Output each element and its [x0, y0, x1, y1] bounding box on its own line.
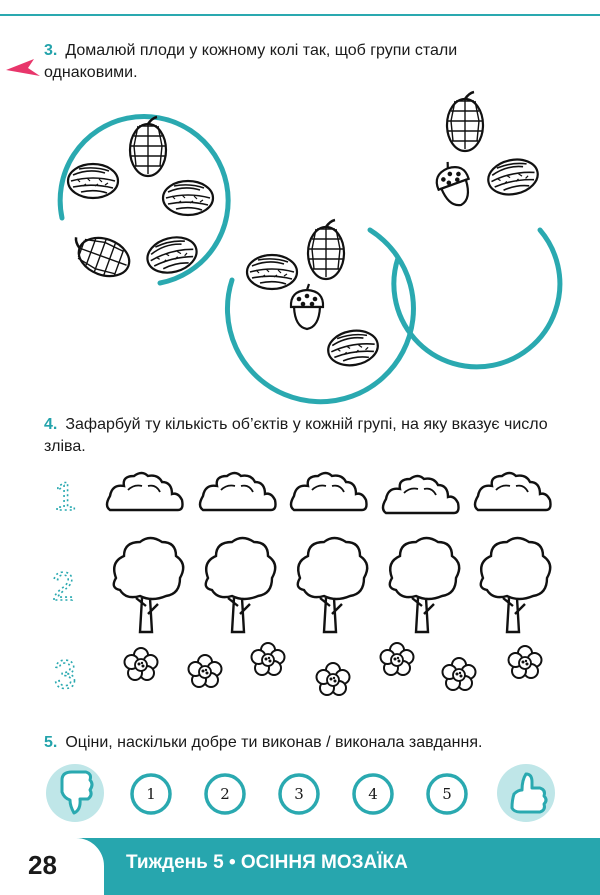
- cloud-icon[interactable]: [383, 476, 459, 513]
- fruit-circle-1: [60, 117, 228, 283]
- fruit-circle-3: [394, 92, 560, 367]
- rating-option-4[interactable]: [354, 775, 392, 813]
- cloud-icon[interactable]: [107, 473, 183, 510]
- tree-icon[interactable]: [298, 538, 367, 632]
- cloud-icon[interactable]: [291, 473, 367, 510]
- rating-label: 1: [146, 785, 156, 803]
- task-number: 3.: [44, 42, 58, 59]
- acorn-icon: [291, 284, 323, 329]
- rating-option-5[interactable]: [428, 775, 466, 813]
- task-text: Зафарбуй ту кількість об’єктів у кожній групі, на яку вказує число зліва.: [44, 416, 548, 455]
- page-number-tab: [0, 838, 104, 895]
- cloud-icon[interactable]: [200, 473, 276, 510]
- tree-icon[interactable]: [481, 538, 550, 632]
- rating-option-2[interactable]: [206, 775, 244, 813]
- cloud-icon[interactable]: [475, 473, 551, 510]
- row-number: 2: [52, 565, 75, 609]
- page-number: 28: [28, 850, 57, 880]
- thumbs-down-icon[interactable]: [46, 764, 104, 822]
- fruit-circle-2: [227, 220, 413, 402]
- tree-icon[interactable]: [390, 538, 459, 632]
- task-number: 5.: [44, 734, 58, 751]
- pine-cone-icon: [130, 117, 166, 176]
- flower-icon[interactable]: [381, 643, 414, 675]
- flower-icon[interactable]: [252, 643, 285, 675]
- count-row-1: [54, 473, 551, 519]
- task-number: 4.: [44, 416, 58, 433]
- flower-icon[interactable]: [189, 655, 222, 687]
- thumbs-up-icon[interactable]: [497, 764, 555, 822]
- footer-title: Тиждень 5 • ОСІННЯ МОЗАЇКА: [126, 852, 408, 873]
- flower-icon[interactable]: [317, 663, 350, 695]
- flower-icon[interactable]: [443, 658, 476, 690]
- pine-cone-icon: [447, 92, 483, 151]
- acorn-icon: [431, 157, 477, 210]
- walnut-icon: [68, 164, 118, 198]
- rating-option-3[interactable]: [280, 775, 318, 813]
- walnut-icon: [325, 327, 380, 369]
- pine-cone-icon: [308, 220, 344, 279]
- row-number: 1: [54, 475, 77, 519]
- tree-icon[interactable]: [206, 538, 275, 632]
- rating-option-1[interactable]: [132, 775, 170, 813]
- rating-label: 5: [442, 785, 452, 803]
- rating-label: 2: [220, 785, 230, 803]
- walnut-icon: [247, 255, 297, 289]
- walnut-icon: [163, 181, 213, 215]
- pine-cone-icon: [67, 229, 135, 283]
- task-text: Домалюй плоди у кожному колі так, щоб групи стали однаковими.: [44, 42, 458, 81]
- flower-icon[interactable]: [125, 648, 158, 680]
- rating-label: 3: [294, 785, 304, 803]
- count-row-2: [52, 538, 550, 632]
- row-number: 3: [54, 653, 77, 697]
- walnut-icon: [485, 155, 541, 199]
- tree-icon[interactable]: [114, 538, 183, 632]
- rating-scale: [46, 764, 555, 822]
- task-text: Оціни, наскільки добре ти виконав / виконала завдання.: [65, 734, 483, 751]
- rating-label: 4: [368, 785, 378, 803]
- count-row-3: [54, 643, 542, 697]
- flower-icon[interactable]: [509, 646, 542, 678]
